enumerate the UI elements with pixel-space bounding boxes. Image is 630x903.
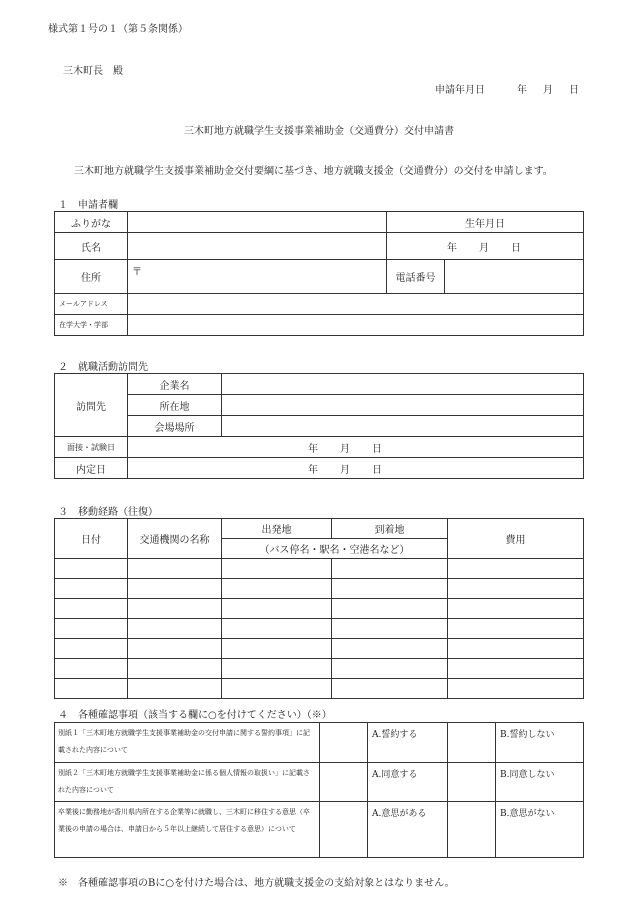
confirm-item-1-option-b: B.誓約しない xyxy=(496,723,584,763)
confirm-item-2-option-b: B.同意しない xyxy=(496,763,584,802)
interview-year-unit: 年 xyxy=(308,443,318,455)
route-cell[interactable] xyxy=(332,619,448,639)
phone-input[interactable] xyxy=(445,260,584,294)
intro-text: 三木町地方就職学生支援事業補助金交付要綱に基づき、地方就職支援金（交通費分）の交付を申請します。 xyxy=(74,166,553,177)
route-table xyxy=(54,518,584,699)
confirm-item-1-a-mark[interactable] xyxy=(320,723,368,763)
applicant-table xyxy=(54,211,584,336)
route-cell[interactable] xyxy=(332,659,448,679)
confirm-item-2-option-a: A.同意する xyxy=(368,763,448,802)
confirm-item-3-a-mark[interactable] xyxy=(320,802,368,858)
birth-year-unit: 年 xyxy=(447,242,457,254)
route-cell[interactable] xyxy=(448,619,584,639)
postal-mark: 〒 xyxy=(132,267,142,278)
confirm-item-3-option-b: B.意思がない xyxy=(496,802,584,858)
route-cell[interactable] xyxy=(332,599,448,619)
route-cell[interactable] xyxy=(55,639,128,659)
interview-date-input[interactable] xyxy=(128,437,584,458)
page-title: 三木町地方就職学生支援事業補助金（交通費分）交付申請書 xyxy=(184,126,454,137)
route-cell[interactable] xyxy=(222,599,332,619)
route-cell[interactable] xyxy=(332,639,448,659)
place-note: （バス停名・駅名・空港名など） xyxy=(222,539,448,559)
birthdate-label: 生年月日 xyxy=(387,212,584,233)
application-date-label: 申請年月日 xyxy=(435,85,485,96)
email-label: メールアドレス xyxy=(55,294,128,315)
venue-label: 会場場所 xyxy=(128,416,222,437)
form-number: 様式第１号の１（第５条関係） xyxy=(48,24,188,35)
table-row xyxy=(55,679,584,699)
interview-month-unit: 月 xyxy=(340,443,350,455)
route-cell[interactable] xyxy=(55,599,128,619)
month-unit: 月 xyxy=(543,85,553,96)
route-cell[interactable] xyxy=(448,639,584,659)
confirm-item-3-option-a: A.意思がある xyxy=(368,802,448,858)
confirm-item-1-option-a: A.誓約する xyxy=(368,723,448,763)
route-cell[interactable] xyxy=(128,639,222,659)
route-cell[interactable] xyxy=(222,639,332,659)
route-cell[interactable] xyxy=(222,679,332,699)
route-cell[interactable] xyxy=(448,559,584,579)
table-row xyxy=(55,639,584,659)
confirm-item-1-text: 別紙１「三木町地方就職学生支援事業補助金の交付申請に関する誓約事項」に記載された内容について xyxy=(55,723,320,763)
section3-heading: ３ 移動経路（往復） xyxy=(58,507,158,518)
route-cell[interactable] xyxy=(128,579,222,599)
name-input[interactable] xyxy=(128,233,387,260)
day-unit: 日 xyxy=(569,85,579,96)
university-input[interactable] xyxy=(128,315,584,336)
table-row xyxy=(55,599,584,619)
birthdate-input[interactable] xyxy=(387,233,584,260)
route-cell[interactable] xyxy=(332,559,448,579)
offer-year-unit: 年 xyxy=(308,464,318,476)
transport-col-header: 交通機関の名称 xyxy=(128,519,222,559)
location-input[interactable] xyxy=(222,395,584,416)
route-cell[interactable] xyxy=(128,659,222,679)
route-cell[interactable] xyxy=(448,579,584,599)
offer-month-unit: 月 xyxy=(340,464,350,476)
footnote: ※ 各種確認事項のBに○を付けた場合は、地方就職支援金の支給対象とはなりません。 xyxy=(58,878,455,889)
visit-label: 訪問先 xyxy=(55,374,128,437)
offer-date-label: 内定日 xyxy=(55,458,128,479)
confirm-item-2-text: 別紙２「三木町地方就職学生支援事業補助金に係る個人情報の取扱い」に記載された内容について xyxy=(55,763,320,802)
furigana-label: ふりがな xyxy=(55,212,128,233)
confirm-item-3-text: 卒業後に勤務地が香川県内所在する企業等に就職し、三木町に移住する意思（卒業後の申請の場合は、申請日から５年以上継続して居住する意思）について xyxy=(55,802,320,858)
route-cell[interactable] xyxy=(128,619,222,639)
route-cell[interactable] xyxy=(222,579,332,599)
route-cell[interactable] xyxy=(222,619,332,639)
university-label: 在学大学・学部 xyxy=(55,315,128,336)
name-label: 氏名 xyxy=(55,233,128,260)
route-cell[interactable] xyxy=(332,579,448,599)
visit-table xyxy=(54,373,584,479)
birth-day-unit: 日 xyxy=(511,242,521,254)
application-date xyxy=(435,81,579,96)
venue-input[interactable] xyxy=(222,416,584,437)
addressee: 三木町長 殿 xyxy=(63,66,123,77)
route-cell[interactable] xyxy=(128,599,222,619)
address-label: 住所 xyxy=(55,260,128,294)
route-cell[interactable] xyxy=(222,559,332,579)
date-col-header: 日付 xyxy=(55,519,128,559)
route-cell[interactable] xyxy=(448,659,584,679)
table-row xyxy=(55,619,584,639)
route-cell[interactable] xyxy=(448,599,584,619)
company-label: 企業名 xyxy=(128,374,222,395)
route-cell[interactable] xyxy=(448,679,584,699)
route-cell[interactable] xyxy=(222,659,332,679)
birth-month-unit: 月 xyxy=(479,242,489,254)
phone-label: 電話番号 xyxy=(387,260,445,294)
interview-day-unit: 日 xyxy=(372,443,382,455)
route-cell[interactable] xyxy=(128,679,222,699)
section2-heading: ２ 就職活動訪問先 xyxy=(58,362,148,373)
table-row xyxy=(55,559,584,579)
route-cell[interactable] xyxy=(55,559,128,579)
location-label: 所在地 xyxy=(128,395,222,416)
address-input[interactable] xyxy=(128,260,387,294)
route-cell[interactable] xyxy=(55,659,128,679)
confirmation-table xyxy=(54,722,584,858)
table-row xyxy=(55,659,584,679)
route-cell[interactable] xyxy=(55,619,128,639)
route-cell[interactable] xyxy=(332,679,448,699)
arrival-col-header: 到着地 xyxy=(332,519,448,539)
confirm-item-1-b-mark[interactable] xyxy=(448,723,496,763)
route-cell[interactable] xyxy=(128,559,222,579)
section4-heading: ４ 各種確認事項（該当する欄に○を付けてください）（※） xyxy=(58,710,332,721)
confirm-item-2-a-mark[interactable] xyxy=(320,763,368,802)
year-unit: 年 xyxy=(517,85,527,96)
route-cell[interactable] xyxy=(55,579,128,599)
interview-date-label: 面接・試験日 xyxy=(55,437,128,458)
offer-date-input[interactable] xyxy=(128,458,584,479)
route-cell[interactable] xyxy=(55,679,128,699)
email-input[interactable] xyxy=(128,294,584,315)
table-row xyxy=(55,579,584,599)
furigana-input[interactable] xyxy=(128,212,387,233)
company-input[interactable] xyxy=(222,374,584,395)
departure-col-header: 出発地 xyxy=(222,519,332,539)
cost-col-header: 費用 xyxy=(448,519,584,559)
section1-heading: １ 申請者欄 xyxy=(58,200,118,211)
offer-day-unit: 日 xyxy=(372,464,382,476)
confirm-item-2-b-mark[interactable] xyxy=(448,763,496,802)
confirm-item-3-b-mark[interactable] xyxy=(448,802,496,858)
